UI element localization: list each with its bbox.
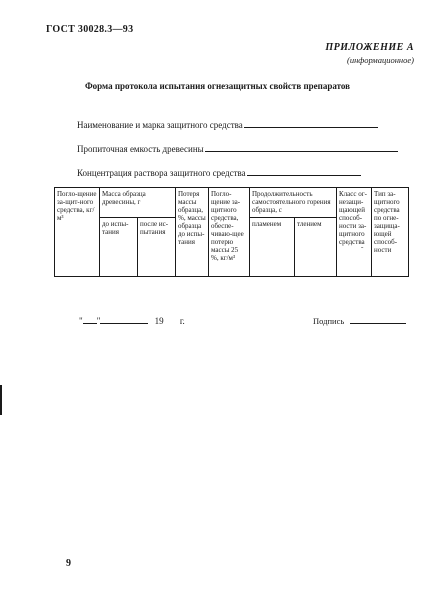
col-mass-after: после ис-пытания [138,218,176,277]
standard-code: ГОСТ 30028.3—93 [46,24,134,35]
appendix-title: ПРИЛОЖЕНИЕ А [325,42,414,53]
date-suffix: г. [179,316,185,326]
field-concentration [77,166,361,178]
appendix-note: (информационное) [346,55,414,65]
fill-line[interactable] [244,118,378,128]
field-label: Наименование и марка защитного средства [77,120,243,130]
date-open-quote: " [79,316,83,326]
month-line[interactable] [100,315,148,324]
col-smolder: тлением [295,218,337,277]
field-label: Концентрация раствора защитного средства [77,168,246,178]
field-label: Пропиточная емкость древесины [77,144,204,154]
col-class: Класс ог-незащи-щающей способ-ности за-щитного средства ˇ [337,188,372,277]
col-type: Тип за-щитного средства по огне-защища-ющей способ-ности [372,188,409,277]
col-flame: пламенем [250,218,295,277]
col-mass-before: до испы-тания [100,218,138,277]
margin-mark [0,385,2,415]
col-mass-header: Масса образца древесины, г [100,188,176,218]
col-duration-header: Продолжительность самостоятельного горения образца, с [250,188,337,218]
fill-line[interactable] [205,142,398,152]
col-absorption: Погло-щение за-щит-ного средства, кг/м³ [55,188,100,277]
date-close-quote: " [96,316,101,326]
field-impregnation-capacity [77,142,398,154]
protocol-table [54,187,409,277]
signature [313,315,406,326]
field-product-name [77,118,378,130]
page-number: 9 [66,558,71,569]
class-mark: ˇ [361,246,364,254]
col-mass-loss: Потеря массы образца, %, массы образца до испы-тания [176,188,209,277]
signature-label: Подпись [313,316,345,326]
signature-line[interactable] [350,315,406,324]
col-absorption-25: Погло-щение за-щитного средства, обеспе-чиваю-щее потерю массы 25 %, кг/м³ [209,188,250,277]
date-line [79,315,185,326]
day-line[interactable] [83,315,97,324]
fill-line[interactable] [247,166,361,176]
form-title: Форма протокола испытания огнезащитных свойств препаратов [84,81,351,91]
date-year: 19 [154,316,164,326]
